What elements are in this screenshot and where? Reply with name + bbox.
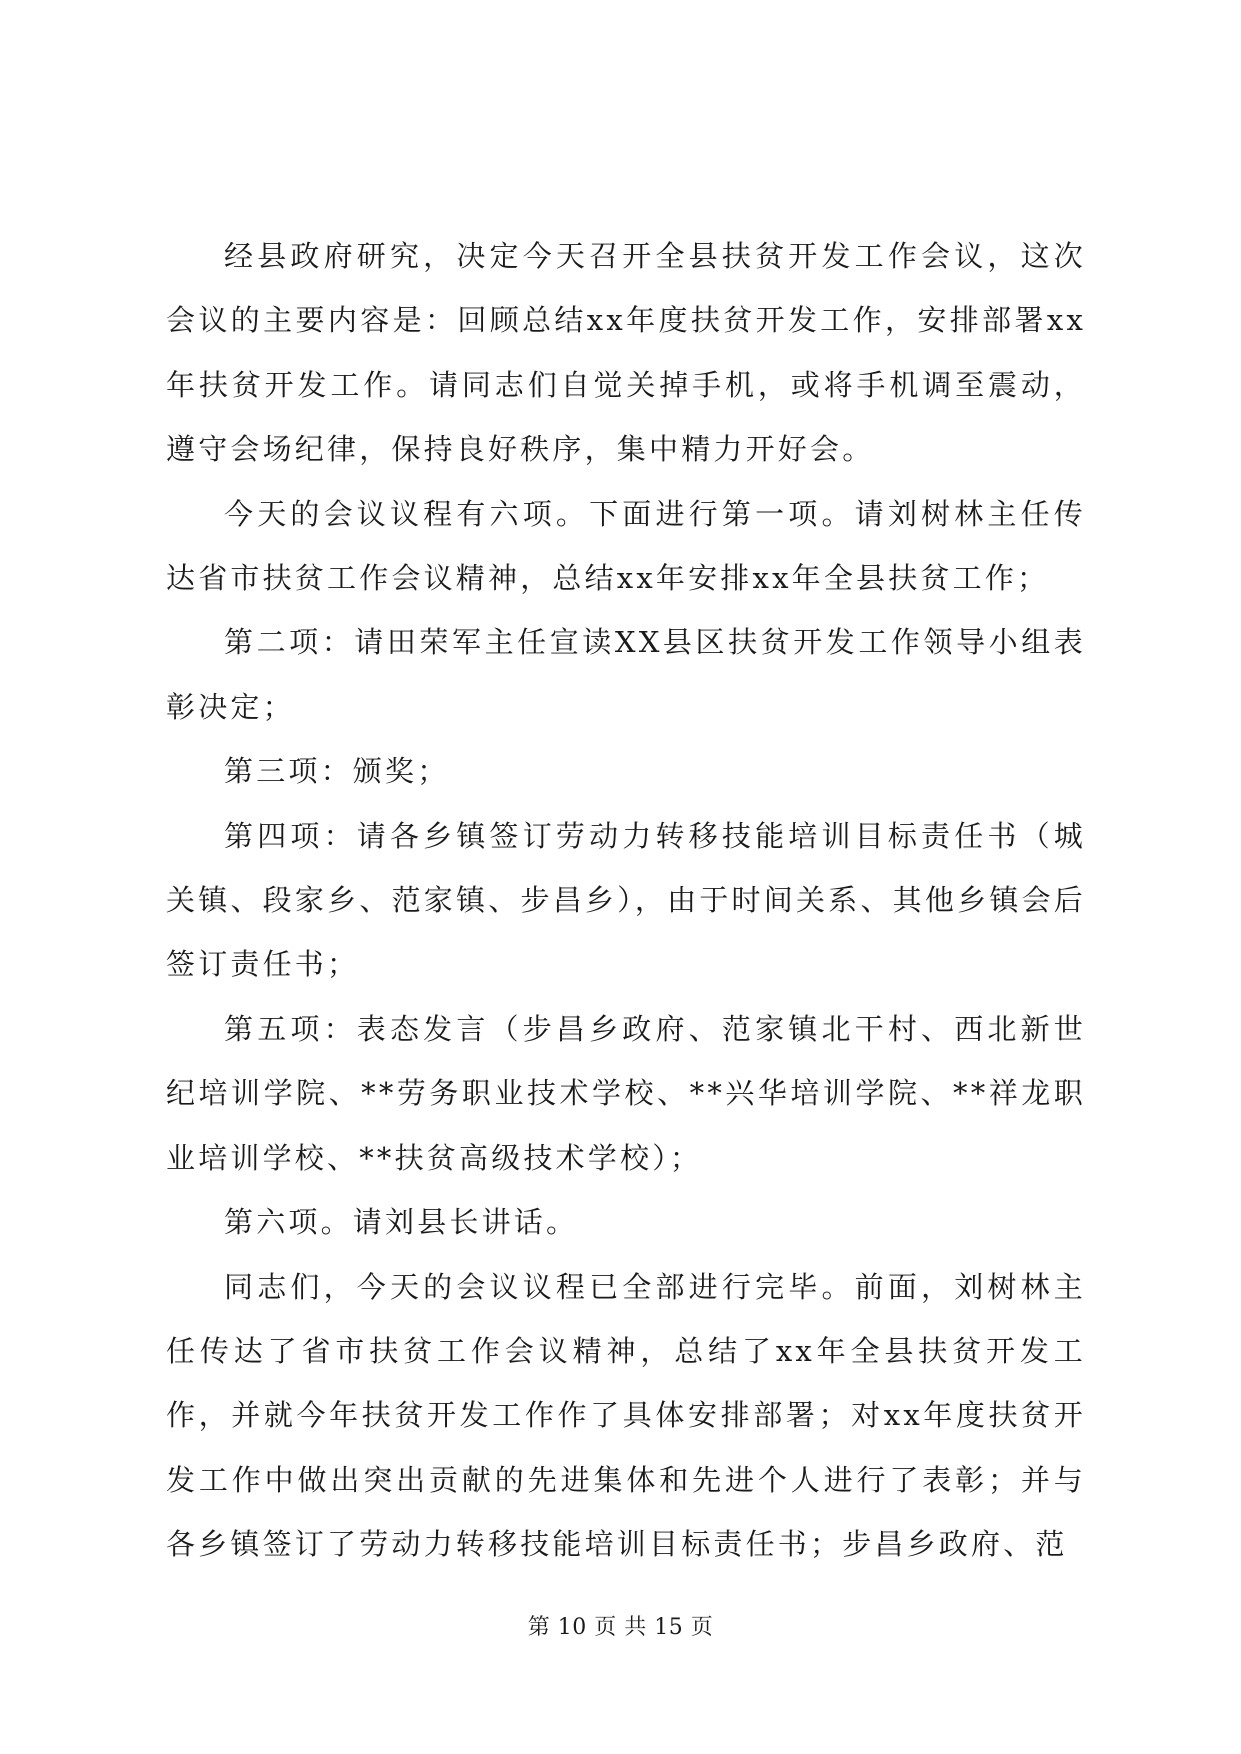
- paragraph-agenda-item-6: 第六项。请刘县长讲话。: [224, 1205, 579, 1240]
- paragraph-agenda-item-4: 第四项：请各乡镇签订劳动力转移技能培训目标责任书（城关镇、段家乡、范家镇、步昌乡），由于时间关系、其他乡镇会后签订责任书；: [166, 818, 1086, 982]
- paragraph-agenda-item-3: 第三项：颁奖；: [224, 754, 450, 789]
- document-body: [166, 224, 1086, 1577]
- paragraph-agenda-item-1: 今天的会议议程有六项。下面进行第一项。请刘树林主任传达省市扶贫工作会议精神，总结xx年安排xx年全县扶贫工作；: [166, 496, 1086, 596]
- paragraph-closing-summary: 同志们，今天的会议议程已全部进行完毕。前面，刘树林主任传达了省市扶贫工作会议精神，总结了xx年全县扶贫开发工作，并就今年扶贫开发工作作了具体安排部署；对xx年度扶贫开发工作中做出突出贡献的先进集体和先进个人进行了表彰；并与各乡镇签订了劳动力转移技能培训目标责任书；步昌乡政府、范: [166, 1269, 1086, 1562]
- page-number-footer: 第 10 页 共 15 页: [527, 1615, 714, 1640]
- paragraph-agenda-item-2: 第二项：请田荣军主任宣读XX县区扶贫开发工作领导小组表彰决定；: [166, 625, 1086, 724]
- paragraph-agenda-item-5: 第五项：表态发言（步昌乡政府、范家镇北干村、西北新世纪培训学院、**劳务职业技术学校、**兴华培训学院、**祥龙职业培训学校、**扶贫高级技术学校）；: [166, 1011, 1086, 1175]
- paragraph-meeting-intro: 经县政府研究，决定今天召开全县扶贫开发工作会议，这次会议的主要内容是：回顾总结xx年度扶贫开发工作，安排部署xx年扶贫开发工作。请同志们自觉关掉手机，或将手机调至震动，遵守会场纪律，保持良好秩序，集中精力开好会。: [166, 239, 1086, 467]
